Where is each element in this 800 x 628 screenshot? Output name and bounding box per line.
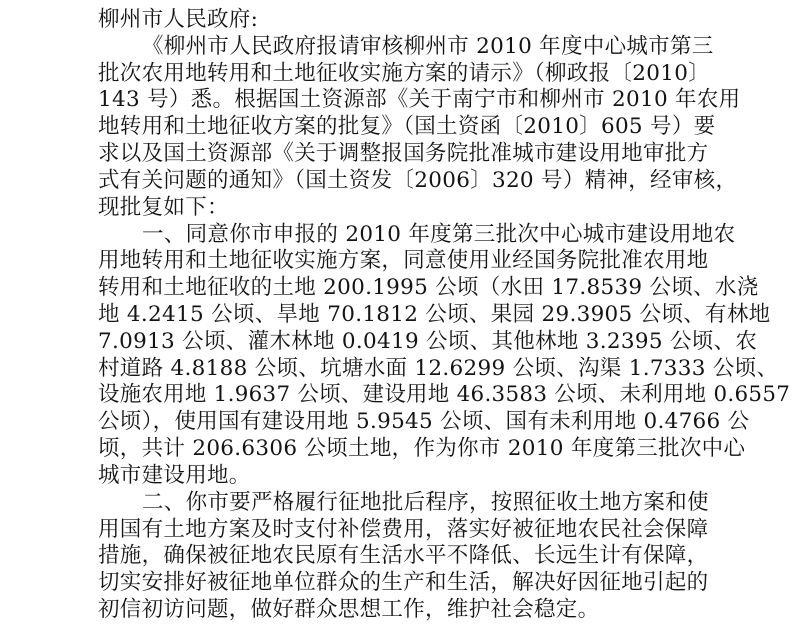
text-line: 二、你市要严格履行征地批后程序，按照征收土地方案和使 <box>142 489 709 515</box>
text-line: 一、同意你市申报的 2010 年度第三批次中心城市建设用地农 <box>142 221 736 247</box>
text-line: 村道路 4.8188 公顷、坑塘水面 12.6299 公顷、沟渠 1.7333 公顷、 <box>98 355 779 381</box>
text-line: 初信初访问题，做好群众思想工作，维护社会稳定。 <box>98 597 600 622</box>
text-line: 143 号）悉。根据国土资源部《关于南宁市和柳州市 2010 年农用 <box>98 87 741 113</box>
text-line: 《柳州市人民政府报请审核柳州市 2010 年度中心城市第三 <box>142 33 714 59</box>
text-line: 措施，确保被征地农民原有生活水平不降低、长远生计有保障， <box>98 543 709 569</box>
text-line: 切实安排好被征地单位群众的生产和生活，解决好因征地引起的 <box>98 570 709 596</box>
text-line: 转用和土地征收的土地 200.1995 公顷（水田 17.8539 公顷、水浇 <box>98 275 759 301</box>
text-line: 地转用和土地征收方案的批复》（国土资函〔2010〕605 号）要 <box>98 114 716 140</box>
text-line: 城市建设用地。 <box>98 462 251 488</box>
text-line: 设施农用地 1.9637 公顷、建设用地 46.3583 公顷、未利用地 0.6557 <box>98 382 791 408</box>
text-line: 地 4.2415 公顷、旱地 70.1812 公顷、果园 29.3905 公顷、有林地 <box>98 302 771 327</box>
text-line: 式有关问题的通知》（国土资发〔2006〕320 号）精神，经审核， <box>98 167 738 193</box>
text-line: 求以及国土资源部《关于调整报国务院批准城市建设用地审批方 <box>98 141 709 167</box>
text-line: 7.0913 公顷、灌木林地 0.0419 公顷、其他林地 3.2395 公顷、农 <box>98 328 758 354</box>
text-line: 用地转用和土地征收实施方案，同意使用业经国务院批准农用地 <box>98 248 709 274</box>
text-line: 顷，共计 206.6306 公顷土地，作为你市 2010 年度第三批次中心 <box>98 436 746 462</box>
text-line: 公顷），使用国有建设用地 5.9545 公顷、国有未利用地 0.4766 公 <box>98 409 750 435</box>
text-line: 批次农用地转用和土地征收实施方案的请示》（柳政报〔2010〕 <box>98 60 710 86</box>
salutation: 柳州市人民政府: <box>98 7 259 32</box>
text-line: 用国有土地方案及时支付补偿费用，落实好被征地农民社会保障 <box>98 516 709 542</box>
text-line: 现批复如下： <box>98 194 229 220</box>
